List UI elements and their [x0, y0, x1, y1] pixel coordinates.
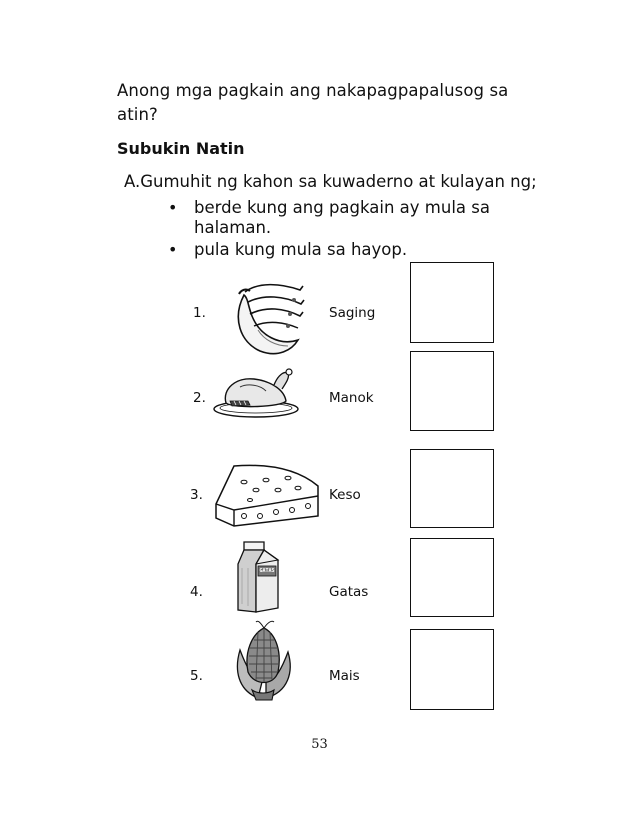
corn-icon: [232, 620, 298, 702]
cheese-icon: [210, 460, 325, 530]
item-word: Saging: [329, 305, 376, 321]
bullet-item: • berde kung ang pagkain ay mula sa halaman.: [160, 198, 520, 238]
question-text: Anong mga pagkain ang nakapagpapalusog sa atin?: [117, 81, 509, 124]
item-word: Mais: [329, 668, 360, 684]
bullet-list: [160, 198, 520, 262]
item-word: Gatas: [329, 584, 369, 600]
answer-box: [410, 262, 494, 343]
item-word: Manok: [329, 390, 374, 406]
answer-box: [410, 538, 494, 617]
carton-label: GATAS: [259, 568, 275, 574]
answer-box: [410, 449, 494, 528]
item-number: 4.: [190, 584, 203, 600]
answer-box: [410, 629, 494, 710]
item-number: 3.: [190, 487, 203, 503]
roast-chicken-icon: [212, 363, 302, 421]
section-title: Subukin Natin: [117, 139, 245, 158]
banana-icon: [228, 270, 308, 360]
bullet-item: • pula kung mula sa hayop.: [160, 240, 520, 260]
page-number: 53: [311, 737, 328, 752]
milk-carton-icon: [234, 538, 284, 614]
answer-box: [410, 351, 494, 431]
item-number: 1.: [193, 305, 206, 321]
instruction-text: A.Gumuhit ng kahon sa kuwaderno at kulayan ng;: [124, 172, 537, 191]
item-word: Keso: [329, 487, 361, 503]
item-number: 2.: [193, 390, 206, 406]
item-number: 5.: [190, 668, 203, 684]
